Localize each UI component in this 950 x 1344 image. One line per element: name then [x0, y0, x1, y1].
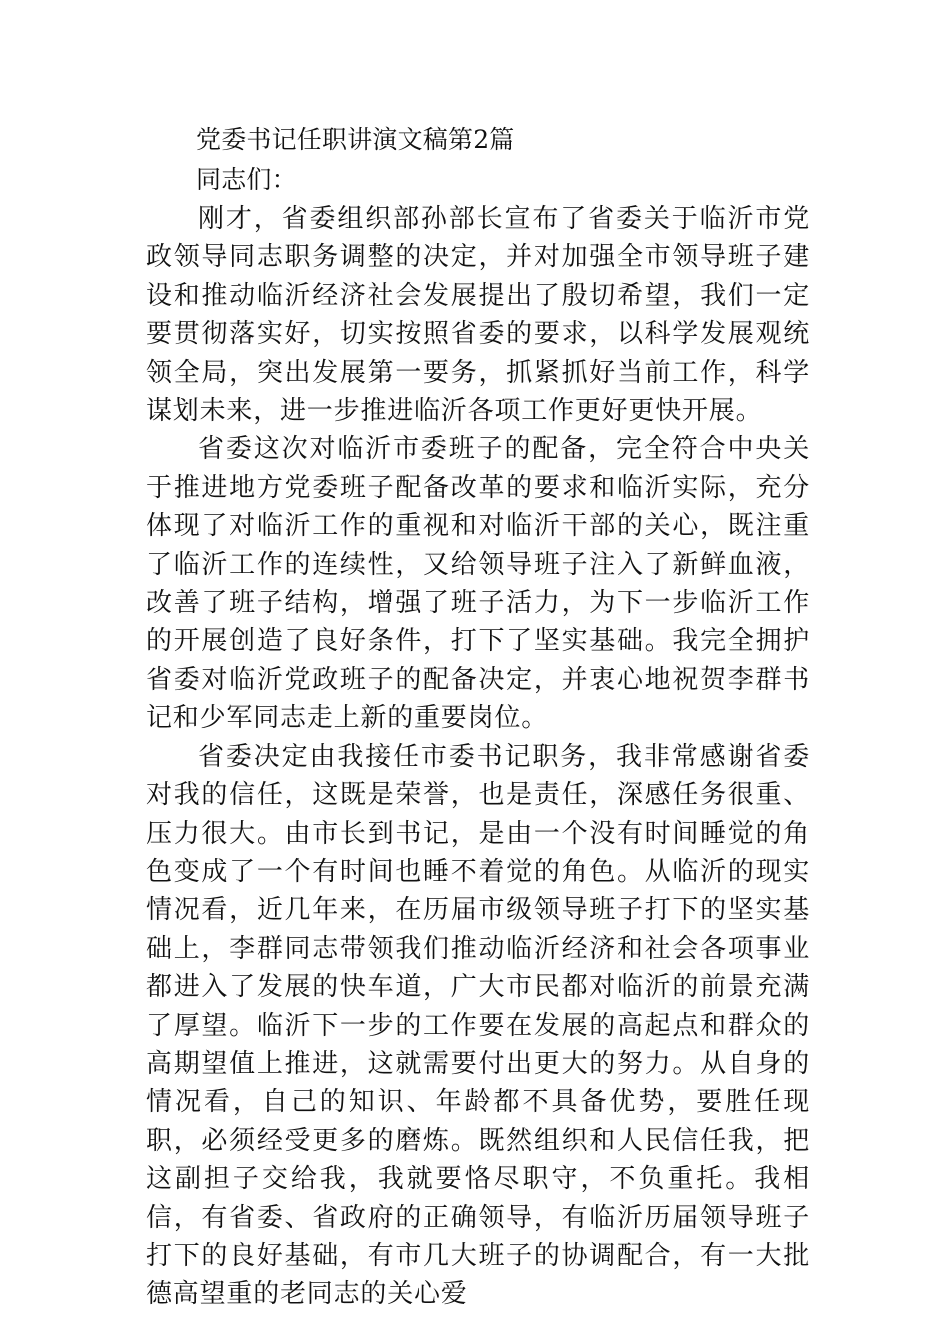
paragraph-2: 省委这次对临沂市委班子的配备，完全符合中央关于推进地方党委班子配备改革的要求和临沂实际，充分体现了对临沂工作的重视和对临沂干部的关心，既注重了临沂工作的连续性，又给领导班子注入了新鲜血液，改善了班子结构，增强了班子活力，为下一步临沂工作的开展创造了良好条件，打下了坚实基础。我完全拥护省委对临沂党政班子的配备决定，并衷心地祝贺李群书记和少军同志走上新的重要岗位。: [146, 434, 810, 734]
paragraph-1: 刚才，省委组织部孙部长宣布了省委关于临沂市党政领导同志职务调整的决定，并对加强全市领导班子建设和推动临沂经济社会发展提出了殷切希望，我们一定要贯彻落实好，切实按照省委的要求，以科学发展观统领全局，突出发展第一要务，抓紧抓好当前工作，科学谋划未来，进一步推进临沂各项工作更好更快开展。: [146, 204, 810, 427]
paragraph-3: 省委决定由我接任市委书记职务，我非常感谢省委对我的信任，这既是荣誉，也是责任，深感任务很重、压力很大。由市长到书记，是由一个没有时间睡觉的角色变成了一个有时间也睡不着觉的角色。从临沂的现实情况看，近几年来，在历届市级领导班子打下的坚实基础上，李群同志带领我们推动临沂经济和社会各项事业都进入了发展的快车道，广大市民都对临沂的前景充满了厚望。临沂下一步的工作要在发展的高起点和群众的高期望值上推进，这就需要付出更大的努力。从自身的情况看，自己的知识、年龄都不具备优势，要胜任现职，必须经受更多的磨炼。既然组织和人民信任我，把这副担子交给我，我就要恪尽职守，不负重托。我相信，有省委、省政府的正确领导，有临沂历届领导班子打下的良好基础，有市几大班子的协调配合，有一大批德高望重的老同志的关心爱: [146, 741, 810, 1310]
salutation: 同志们：: [196, 165, 297, 194]
document-title: 党委书记任职讲演文稿第2篇: [196, 125, 515, 154]
